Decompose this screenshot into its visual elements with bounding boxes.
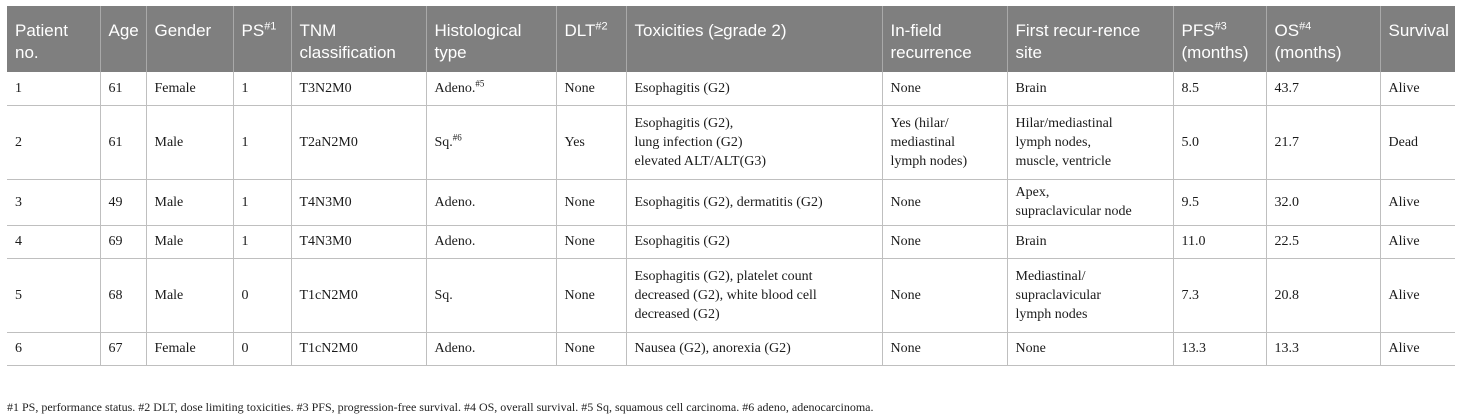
cell-in-field-recurrence	[882, 105, 1007, 179]
cell-pfs: 8.5	[1173, 72, 1266, 105]
table-row	[7, 105, 1455, 179]
cell-first-recurrence-site-line: lymph nodes	[1015, 306, 1088, 322]
cell-in-field-recurrence	[882, 258, 1007, 332]
col-ps: PS$^{\#1}$	[233, 6, 291, 72]
cell-os: 22.5	[1266, 225, 1380, 258]
cell-histological-type	[426, 179, 556, 225]
cell-survival: Dead	[1380, 105, 1455, 179]
col-patient-no: Patient no.	[7, 6, 100, 72]
table-row	[7, 179, 1455, 225]
cell-dlt: None	[556, 225, 626, 258]
cell-first-recurrence-site-line: Apex,	[1015, 185, 1050, 200]
cell-os: 21.7	[1266, 105, 1380, 179]
cell-patient-no: 3	[7, 179, 100, 225]
cell-first-recurrence-site	[1007, 258, 1173, 332]
col-pfs: PFS$^{\#3}$ (months)	[1173, 6, 1266, 72]
footnote-marker: #2	[595, 20, 608, 33]
cell-toxicities	[626, 105, 882, 179]
cell-patient-no: 2	[7, 105, 100, 179]
table-row	[7, 332, 1455, 365]
cell-histological-type	[426, 225, 556, 258]
cell-gender: Male	[146, 225, 233, 258]
footnote-marker: #1	[264, 20, 277, 33]
cell-toxicities-line: Esophagitis (G2),	[634, 115, 734, 131]
cell-toxicities	[626, 332, 882, 365]
cell-patient-no: 4	[7, 225, 100, 258]
cell-os: 20.8	[1266, 258, 1380, 332]
cell-ps: 1	[233, 72, 291, 105]
cell-toxicities-line: lung infection (G2)	[634, 134, 743, 150]
cell-in-field-recurrence-line: None	[890, 194, 921, 210]
cell-first-recurrence-site	[1007, 72, 1173, 105]
cell-pfs: 7.3	[1173, 258, 1266, 332]
cell-first-recurrence-site	[1007, 105, 1173, 179]
cell-first-recurrence-site	[1007, 179, 1173, 225]
cell-in-field-recurrence	[882, 225, 1007, 258]
table-body	[7, 72, 1455, 365]
col-first-recurrence-site: First recur-rence site	[1007, 6, 1173, 72]
cell-age: 61	[100, 72, 146, 105]
cell-gender: Female	[146, 332, 233, 365]
cell-first-recurrence-site-line: muscle, ventricle	[1015, 153, 1112, 169]
histology-label: Adeno.	[434, 234, 476, 249]
cell-age: 61	[100, 105, 146, 179]
cell-tnm: T1cN2M0	[291, 332, 426, 365]
cell-toxicities	[626, 225, 882, 258]
col-histological-type: Histological type	[426, 6, 556, 72]
footnote-marker: #3	[1214, 20, 1227, 33]
cell-pfs: 11.0	[1173, 225, 1266, 258]
cell-first-recurrence-site-line: supraclavicular	[1015, 287, 1102, 303]
cell-in-field-recurrence	[882, 72, 1007, 105]
col-in-field-recurrence: In-field recurrence	[882, 6, 1007, 72]
cell-toxicities	[626, 258, 882, 332]
cell-in-field-recurrence-line: None	[890, 80, 921, 96]
cell-survival: Alive	[1380, 258, 1455, 332]
cell-age: 67	[100, 332, 146, 365]
cell-dlt: Yes	[556, 105, 626, 179]
cell-toxicities	[626, 179, 882, 225]
cell-in-field-recurrence-line: None	[890, 234, 921, 249]
cell-toxicities-line: Esophagitis (G2), dermatitis (G2)	[634, 194, 823, 210]
cell-in-field-recurrence-line: lymph nodes)	[890, 153, 968, 169]
cell-in-field-recurrence	[882, 179, 1007, 225]
cell-tnm: T4N3M0	[291, 225, 426, 258]
cell-first-recurrence-site-line: Hilar/mediastinal	[1015, 115, 1113, 131]
cell-first-recurrence-site-line: None	[1015, 341, 1046, 356]
cell-ps: 1	[233, 225, 291, 258]
cell-tnm: T4N3M0	[291, 179, 426, 225]
cell-tnm: T3N2M0	[291, 72, 426, 105]
cell-pfs: 13.3	[1173, 332, 1266, 365]
histology-label: Sq.	[434, 134, 453, 150]
histology-label: Sq.	[434, 287, 453, 303]
cell-toxicities-line: decreased (G2), white blood cell	[634, 287, 817, 303]
cell-os: 13.3	[1266, 332, 1380, 365]
cell-os: 32.0	[1266, 179, 1380, 225]
cell-patient-no: 6	[7, 332, 100, 365]
histology-label: Adeno.	[434, 194, 476, 210]
cell-in-field-recurrence-line: mediastinal	[890, 134, 956, 150]
cell-histological-type	[426, 105, 556, 179]
patient-outcomes-table	[7, 6, 1455, 366]
cell-ps: 0	[233, 258, 291, 332]
cell-histological-type	[426, 258, 556, 332]
cell-patient-no: 5	[7, 258, 100, 332]
cell-first-recurrence-site	[1007, 225, 1173, 258]
col-toxicities: Toxicities (≥grade 2)	[626, 6, 882, 72]
cell-dlt: None	[556, 258, 626, 332]
cell-dlt: None	[556, 72, 626, 105]
footnote-marker: #6	[452, 131, 462, 142]
cell-toxicities-line: decreased (G2)	[634, 306, 720, 322]
cell-gender: Male	[146, 179, 233, 225]
cell-age: 49	[100, 179, 146, 225]
cell-first-recurrence-site-line: lymph nodes,	[1015, 134, 1091, 150]
cell-in-field-recurrence-line: Yes (hilar/	[890, 115, 949, 131]
cell-tnm: T1cN2M0	[291, 258, 426, 332]
cell-pfs: 5.0	[1173, 105, 1266, 179]
cell-toxicities-line: Esophagitis (G2)	[634, 234, 730, 249]
cell-survival: Alive	[1380, 332, 1455, 365]
cell-first-recurrence-site	[1007, 332, 1173, 365]
cell-first-recurrence-site-line: Brain	[1015, 234, 1047, 249]
cell-toxicities-line: elevated ALT/ALT(G3)	[634, 153, 767, 169]
table-footnote: #1 PS, performance status. #2 DLT, dose limiting toxicities. #3 PFS, progression-free survival. #4 OS, overall survival. #5 Sq, squamous cell carcinoma. #6 adeno, adenocarcinoma.	[7, 400, 874, 414]
cell-in-field-recurrence-line: None	[890, 287, 921, 303]
cell-age: 69	[100, 225, 146, 258]
cell-toxicities-line: Esophagitis (G2), platelet count	[634, 268, 813, 284]
cell-os: 43.7	[1266, 72, 1380, 105]
cell-dlt: None	[556, 179, 626, 225]
cell-toxicities-line: Nausea (G2), anorexia (G2)	[634, 341, 791, 356]
histology-label: Adeno.	[434, 341, 476, 356]
cell-tnm: T2aN2M0	[291, 105, 426, 179]
cell-first-recurrence-site-line: supraclavicular node	[1015, 204, 1132, 219]
cell-histological-type	[426, 72, 556, 105]
cell-first-recurrence-site-line: Brain	[1015, 80, 1047, 96]
cell-first-recurrence-site-line: Mediastinal/	[1015, 268, 1086, 284]
cell-dlt: None	[556, 332, 626, 365]
cell-histological-type	[426, 332, 556, 365]
cell-gender: Male	[146, 105, 233, 179]
col-tnm: TNM classification	[291, 6, 426, 72]
table-row	[7, 72, 1455, 105]
cell-ps: 1	[233, 105, 291, 179]
cell-gender: Female	[146, 72, 233, 105]
cell-in-field-recurrence	[882, 332, 1007, 365]
cell-survival: Alive	[1380, 225, 1455, 258]
footnote-marker: #4	[1299, 20, 1312, 33]
cell-gender: Male	[146, 258, 233, 332]
footnote-marker: #5	[475, 78, 485, 89]
col-os: OS$^{\#4}$ (months)	[1266, 6, 1380, 72]
col-dlt: DLT$^{\#2}$	[556, 6, 626, 72]
table-header-row	[7, 6, 1455, 72]
cell-ps: 1	[233, 179, 291, 225]
cell-age: 68	[100, 258, 146, 332]
cell-survival: Alive	[1380, 179, 1455, 225]
cell-toxicities	[626, 72, 882, 105]
cell-survival: Alive	[1380, 72, 1455, 105]
histology-label: Adeno.	[434, 80, 476, 96]
cell-in-field-recurrence-line: None	[890, 341, 921, 356]
col-age: Age	[100, 6, 146, 72]
table-row	[7, 225, 1455, 258]
col-gender: Gender	[146, 6, 233, 72]
cell-ps: 0	[233, 332, 291, 365]
table-row	[7, 258, 1455, 332]
cell-pfs: 9.5	[1173, 179, 1266, 225]
col-survival: Survival	[1380, 6, 1455, 72]
cell-patient-no: 1	[7, 72, 100, 105]
cell-toxicities-line: Esophagitis (G2)	[634, 80, 730, 96]
